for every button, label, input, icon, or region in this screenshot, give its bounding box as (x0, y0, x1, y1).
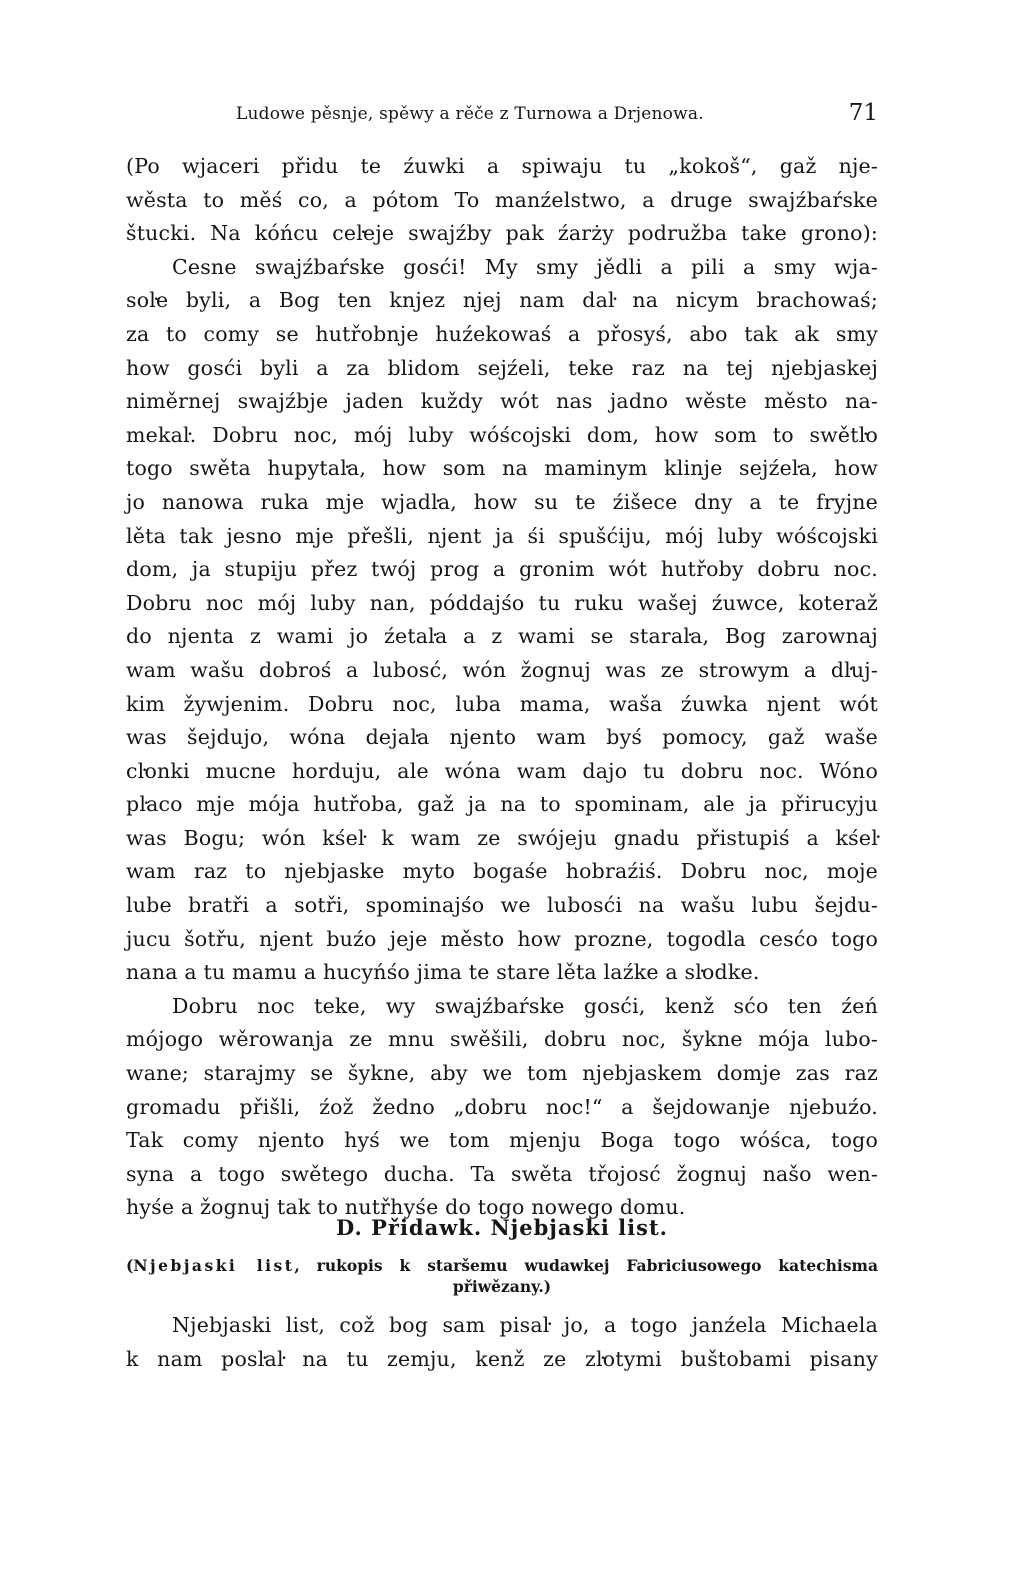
text-line: mójogo wěrowanja ze mnu swěšili, dobru noc, šykne mója lubo- (126, 1027, 878, 1052)
section-note-line: přiwězany.) (452, 1277, 552, 1296)
text-line: gromadu přišli, źož žedno „dobru noc!“ a šejdowanje njebuźo. (126, 1094, 878, 1119)
text-line: nana a tu mamu a hucyńśo jima te stare lěta laźke a sŀodke. (126, 960, 760, 985)
text-line: Dobru noc teke, wy swajźbaŕske gosći, kenž sćo ten źeń (172, 993, 878, 1018)
text-line: Tak comy njento hyś we tom mjenju Boga togo wóśca, togo (126, 1128, 878, 1153)
letter-text (126, 1309, 878, 1376)
text-line: Cesne swajźbaŕske gosći! My smy jědli a pili a smy wja- (172, 254, 878, 279)
body-text (126, 150, 878, 1225)
note-open-paren: ( (126, 1256, 134, 1275)
running-title: Ludowe pěsnje, spěwy a rěče z Turnowa a Drjenowa. (236, 104, 704, 124)
text-line: togo swěta hupytaŀa, how som na maminym klinje sejźeŀa, how (126, 456, 878, 481)
text-line: Njebjaski list, což bog sam pisaŀ jo, a togo janźela Michaela (172, 1313, 878, 1337)
text-line: pŀaco mje mója hutřoba, gaž ja na to spominam, ale ja přirucyju (126, 792, 878, 817)
text-line: kim žywjenim. Dobru noc, luba mama, waša źuwka njent wót (126, 691, 878, 716)
text-line: wam wašu dobroś a lubosć, wón žognuj was ze strowym a dŀuj- (126, 657, 878, 682)
text-line: was šejdujo, wóna dejaŀa njento wam byś pomocy, gaž waše (126, 725, 878, 750)
section-heading: D. Přidawk. Njebjaski list. (336, 1215, 668, 1240)
section-note (126, 1255, 878, 1297)
text-line: (Po wjaceri přidu te źuwki a spiwaju tu „kokoš“, gaž nje- (126, 154, 878, 178)
text-line: how gosći byli a za blidom sejźeli, teke raz na tej njebjaskej (126, 355, 878, 380)
text-line: k nam posŀaŀ na tu zemju, kenž ze zŀotymi buštobami pisany (126, 1346, 878, 1371)
note-title: Njebjaski list (133, 1256, 295, 1275)
text-line: cŀonki mucne horduju, ale wóna wam dajo tu dobru noc. Wóno (126, 758, 878, 783)
page-number: 71 (848, 100, 878, 126)
text-line: wam raz to njebjaske myto bogaśe hobraźiś. Dobru noc, moje (126, 859, 878, 884)
note-description: , rukopis k staršemu wudawkej Fabriciusowego katechisma (294, 1256, 878, 1275)
text-line: jucu šotřu, njent buźo jeje město how prozne, togodla cesćo togo (126, 926, 878, 951)
text-line: za to comy se hutřobnje huźekowaś a přosyś, abo tak ak smy (126, 321, 878, 346)
text-line: was Bogu; wón kśeŀ k wam ze swójeju gnadu přistupiś a kśeŀ (126, 825, 878, 850)
text-line: dom, ja stupiju přez twój prog a gronim wót hutřoby dobru noc. (126, 557, 878, 582)
text-line: soŀe byli, a Bog ten knjez njej nam daŀ na nicym brachowaś; (126, 288, 878, 313)
running-head (126, 100, 878, 130)
text-line: lěta tak jesno mje přešli, njent ja śi spušćiju, mój luby wóścojski (126, 523, 878, 548)
text-line: jo nanowa ruka mje wjadŀa, how su te źišece dny a te fryjne (126, 489, 878, 514)
text-line: lube bratři a sotři, spominajśo we lubosći na wašu lubu šejdu- (126, 893, 878, 918)
text-line: niměrnej swajźbje jaden kuždy wót nas jadno wěste město na- (126, 389, 878, 414)
text-line: wane; starajmy se šykne, aby we tom njebjaskem domje zas raz (126, 1061, 878, 1086)
text-line: štucki. Na kóńcu ceŀeje swajźby pak źarży podružba take grono): (126, 221, 878, 246)
text-line: mekaŀ. Dobru noc, mój luby wóścojski dom, how som to swětŀo (126, 422, 878, 447)
text-line: syna a togo swětego ducha. Ta swěta třojosć žognuj našo wen- (126, 1161, 878, 1186)
section-note-line (126, 1255, 878, 1276)
text-line: hyśe a žognuj tak to nutřhyśe do togo nowego domu. (126, 1195, 686, 1220)
text-line: Dobru noc mój luby nan, póddajśo tu ruku wašej źuwce, koteraž (126, 590, 878, 615)
text-line: do njenta z wami jo źetaŀa a z wami se staraŀa, Bog zarownaj (126, 624, 878, 649)
text-line: wěsta to měś co, a pótom To manźelstwo, a druge swajźbaŕske (126, 187, 878, 212)
